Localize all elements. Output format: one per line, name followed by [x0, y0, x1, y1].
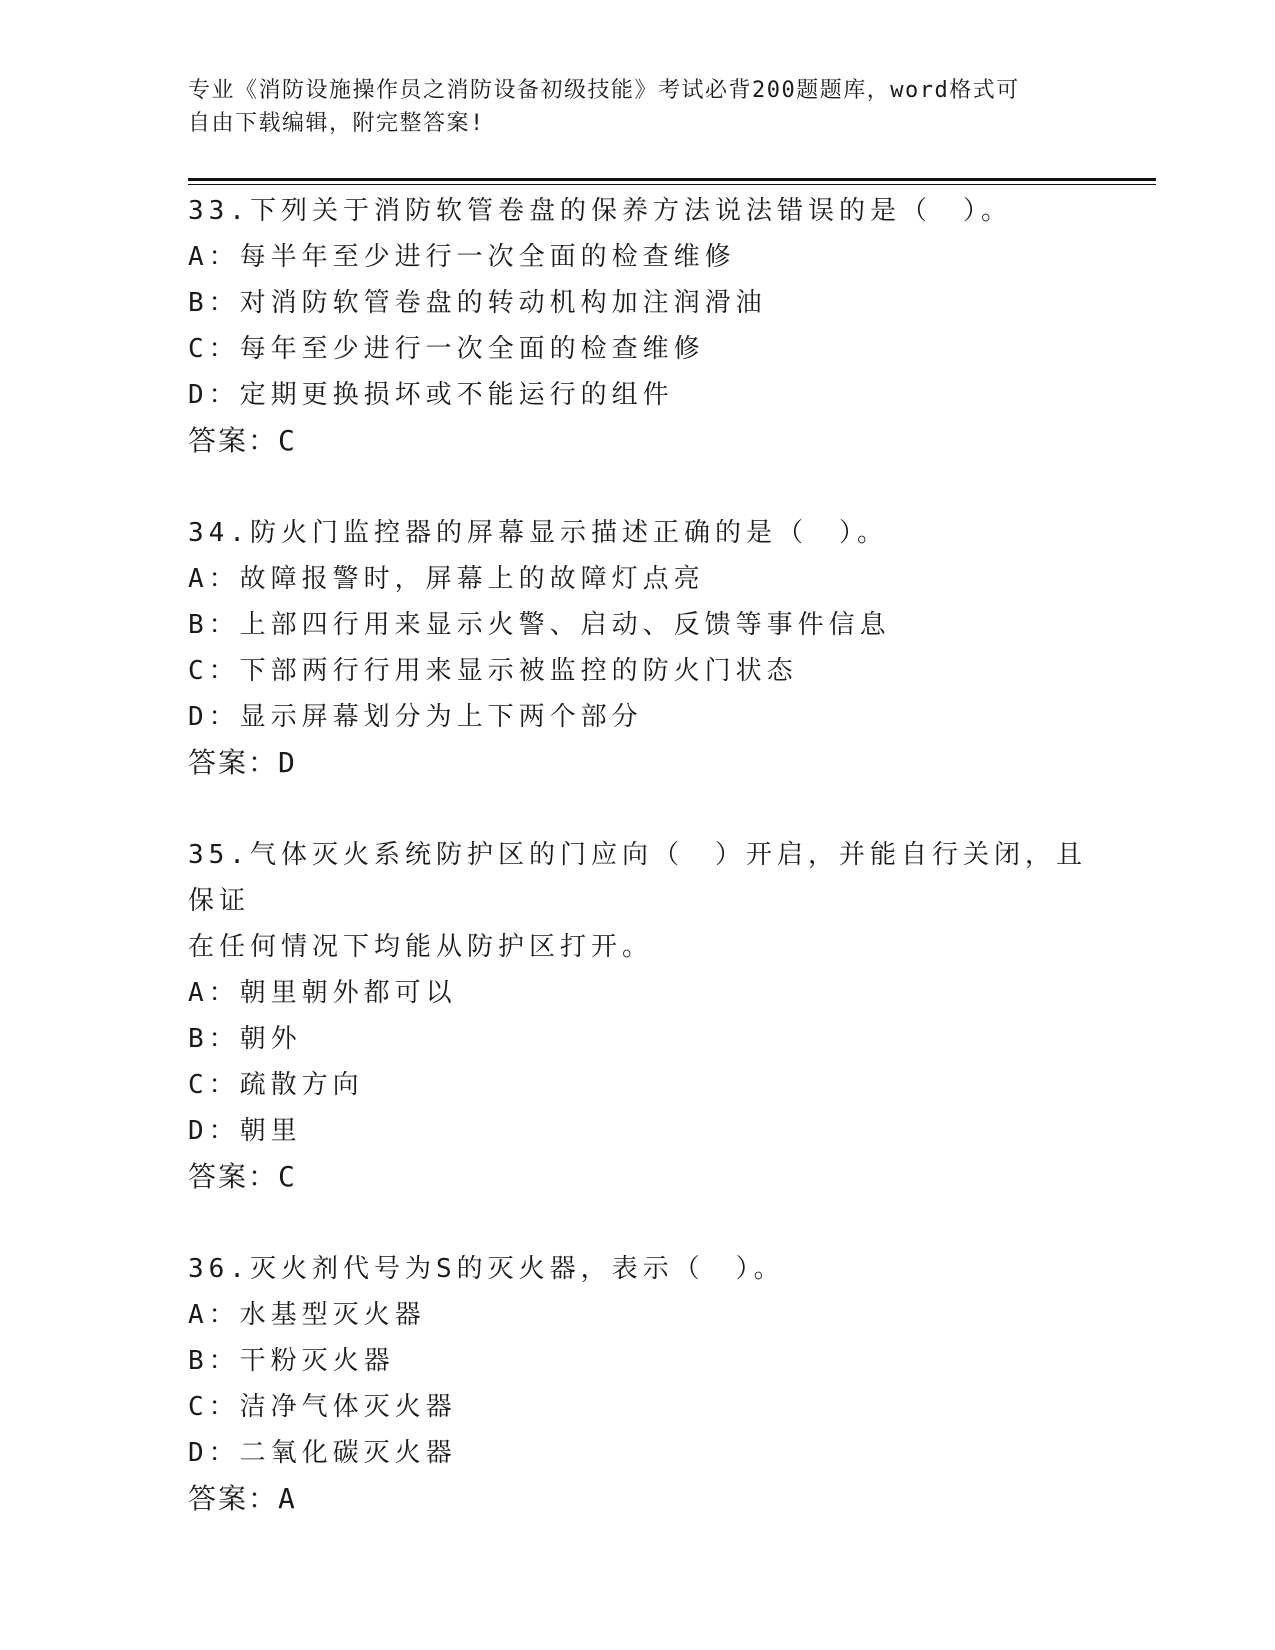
- option-b: B：对消防软管卷盘的转动机构加注润滑油: [188, 288, 767, 318]
- option-c: C：疏散方向: [188, 1070, 364, 1100]
- answer: 答案：C: [188, 1160, 297, 1193]
- question-stem: 36.灭火剂代号为S的灭火器，表示（ ）。: [188, 1254, 785, 1284]
- option-d: D：二氧化碳灭火器: [188, 1438, 457, 1468]
- question-list: [188, 188, 1088, 1568]
- answer: 答案：C: [188, 424, 297, 457]
- option-a: A：每半年至少进行一次全面的检查维修: [188, 242, 736, 272]
- question-33: [188, 188, 1088, 464]
- question-35: [188, 832, 1088, 1200]
- option-b: B：干粉灭火器: [188, 1346, 395, 1376]
- option-c: C：每年至少进行一次全面的检查维修: [188, 334, 705, 364]
- header-divider-thin: [188, 184, 1156, 185]
- question-36: [188, 1246, 1088, 1522]
- option-a: A：水基型灭火器: [188, 1300, 426, 1330]
- question-stem-line-1: 35.气体灭火系统防护区的门应向（ ）开启，并能自行关闭，且保证: [188, 840, 1087, 916]
- option-b: B：上部四行用来显示火警、启动、反馈等事件信息: [188, 610, 891, 640]
- question-stem: 33.下列关于消防软管卷盘的保养方法说法错误的是（ ）。: [188, 196, 1012, 226]
- question-stem: 34.防火门监控器的屏幕显示描述正确的是（ ）。: [188, 518, 888, 548]
- option-a: A：朝里朝外都可以: [188, 978, 457, 1008]
- option-c: C：下部两行行用来显示被监控的防火门状态: [188, 656, 798, 686]
- option-d: D：显示屏幕划分为上下两个部分: [188, 702, 643, 732]
- option-b: B：朝外: [188, 1024, 302, 1054]
- document-header: [188, 74, 1088, 140]
- answer: 答案：D: [188, 746, 297, 779]
- question-stem-line-2: 在任何情况下均能从防护区打开。: [188, 932, 654, 962]
- header-line-1: 专业《消防设施操作员之消防设备初级技能》考试必背200题题库，word格式可: [188, 78, 1020, 103]
- option-c: C：洁净气体灭火器: [188, 1392, 457, 1422]
- option-a: A：故障报警时，屏幕上的故障灯点亮: [188, 564, 705, 594]
- question-34: [188, 510, 1088, 786]
- header-divider-thick: [188, 178, 1156, 181]
- header-line-2: 自由下载编辑，附完整答案!: [188, 111, 485, 136]
- answer: 答案：A: [188, 1482, 297, 1515]
- option-d: D：定期更换损坏或不能运行的组件: [188, 380, 674, 410]
- option-d: D：朝里: [188, 1116, 302, 1146]
